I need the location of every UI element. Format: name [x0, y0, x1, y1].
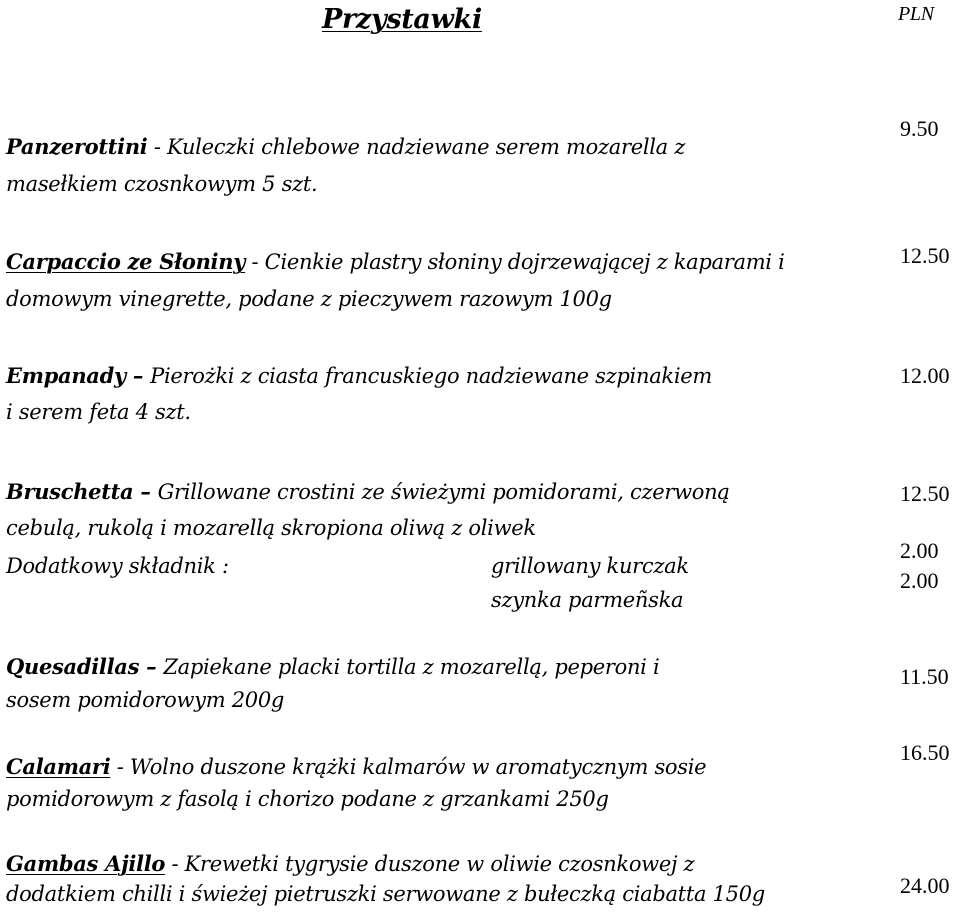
item-price: 11.50 [900, 664, 949, 689]
item-line [6, 251, 785, 273]
item-price: 9.50 [900, 116, 939, 141]
item-line [6, 853, 694, 875]
item-description: Grillowane crostini ze świeżymi pomidorami, czerwoną [157, 480, 730, 504]
extra-price: 2.00 [900, 538, 939, 563]
item-separator: – [139, 654, 164, 679]
item-separator: - [110, 755, 130, 779]
item-line [6, 656, 659, 678]
item-separator: - [147, 135, 168, 159]
item-description: Pierożki z ciasta francuskiego nadziewane szpinakiem [150, 364, 713, 388]
extra-option: szynka parmeñska [491, 588, 684, 612]
item-name: Carpaccio ze Słoniny [6, 249, 246, 274]
item-description: Krewetki tygrysie duszone w oliwie czosnkowej z [184, 852, 695, 876]
item-description-cont: i serem feta 4 szt. [6, 400, 191, 424]
item-name: Quesadillas [6, 654, 140, 679]
item-separator: - [165, 852, 185, 876]
item-name: Gambas Ajillo [6, 851, 166, 876]
item-name: Empanady [6, 363, 126, 388]
item-description: Kuleczki chlebowe nadziewane serem mozarella z [167, 135, 686, 159]
item-separator: – [133, 479, 158, 504]
item-separator: – [125, 363, 151, 388]
item-price: 12.50 [900, 243, 950, 268]
item-name: Panzerottini [6, 134, 148, 159]
currency-label: PLN [898, 3, 934, 25]
item-description-cont: domowym vinegrette, podane z pieczywem razowym 100g [6, 287, 612, 311]
item-description-cont: dodatkiem chilli i świeżej pietruszki serwowane z bułeczką ciabatta 150g [6, 882, 765, 906]
item-line [6, 365, 712, 387]
item-price: 12.50 [900, 481, 950, 506]
item-description-cont: masełkiem czosnkowym 5 szt. [6, 172, 318, 196]
item-description: Cienkie plastry słoniny dojrzewającej z kaparami i [264, 250, 785, 274]
item-price: 16.50 [900, 740, 950, 765]
section-title: Przystawki [322, 4, 482, 35]
item-name: Bruschetta [6, 479, 134, 504]
item-line [6, 136, 685, 158]
item-description: Wolno duszone krążki kalmarów w aromatycznym sosie [129, 755, 707, 779]
extra-price: 2.00 [900, 568, 939, 593]
item-line [6, 481, 730, 503]
item-description-cont: sosem pomidorowym 200g [6, 688, 285, 712]
item-line [6, 756, 706, 778]
item-description-cont: cebulą, rukolą i mozarellą skropiona oliwą z oliwek [6, 516, 536, 540]
item-description: Zapiekane placki tortilla z mozarellą, peperoni i [163, 655, 660, 679]
extra-option: grillowany kurczak [491, 554, 689, 578]
item-price: 24.00 [900, 873, 950, 898]
item-price: 12.00 [900, 363, 950, 388]
item-separator: - [245, 250, 265, 274]
item-name: Calamari [6, 754, 111, 779]
extras-label: Dodatkowy składnik : [6, 554, 229, 578]
item-description-cont: pomidorowym z fasolą i chorizo podane z grzankami 250g [6, 787, 609, 811]
